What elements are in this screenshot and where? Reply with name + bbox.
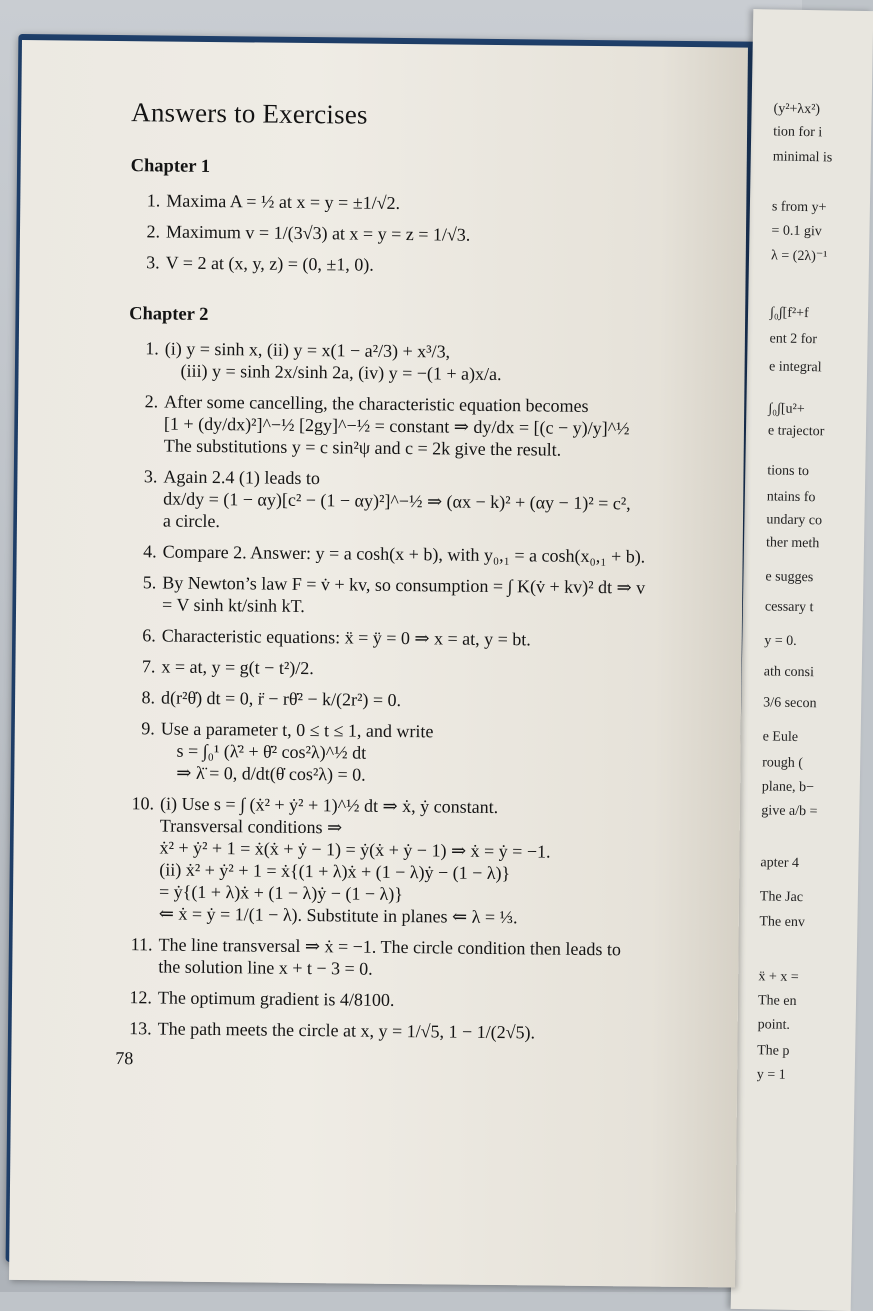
facing-page-fragment: e trajector	[767, 423, 825, 440]
facing-page-fragment: s from y+	[771, 199, 827, 216]
answer-line: V = 2 at (x, y, z) = (0, ±1, 0).	[165, 252, 374, 275]
facing-page-fragment: y = 1	[756, 1067, 786, 1083]
exercise-number: 2.	[146, 221, 161, 242]
exercise-number: 2.	[144, 391, 159, 412]
chapter-heading: Chapter 1	[130, 156, 211, 177]
facing-page-fragment: give a/b =	[761, 803, 818, 820]
answer-line: the solution line x + t − 3 = 0.	[158, 956, 373, 979]
answer-line: The substitutions y = c sin²ψ and c = 2k give the result.	[163, 435, 562, 460]
answer-line: ⇐ ẋ = ẏ = 1/(1 − λ). Substitute in planes ⇐ λ = ⅓.	[158, 903, 518, 928]
page-content	[115, 97, 741, 1075]
answer-line: (i) Use s = ∫ (ẋ² + ẏ² + 1)^½ dt ⇒ ẋ, ẏ constant.	[159, 793, 499, 818]
facing-page-fragment: The p	[757, 1043, 790, 1059]
page-number: 78	[115, 1048, 134, 1069]
page-title: Answers to Exercises	[131, 97, 368, 130]
facing-page-fragment: The env	[759, 914, 806, 931]
facing-page-fragment: plane, b−	[761, 779, 815, 796]
exercise-answer	[122, 986, 732, 1014]
facing-page-fragment: tions to	[767, 463, 810, 480]
answer-line: By Newton’s law F = v̇ + kv, so consumption = ∫ K(v̇ + kv)² dt ⇒ v	[162, 572, 646, 598]
answer-line: ⇒ λ̈ = 0, d/dt(θ̇ cos²λ) = 0.	[176, 762, 366, 785]
exercise-number: 8.	[141, 687, 156, 708]
exercise-number: 13.	[129, 1018, 152, 1039]
exercise-number: 12.	[129, 987, 153, 1008]
answer-line: The path meets the circle at x, y = 1/√5, 1 − 1/(2√5).	[157, 1018, 536, 1043]
facing-page-fragment: (y²+λx²)	[773, 101, 821, 118]
facing-page-fragment: The Jac	[759, 889, 804, 906]
exercise-answer	[126, 624, 736, 652]
facing-page-fragment: ther meth	[765, 535, 820, 552]
exercise-number: 5.	[142, 572, 157, 593]
answer-line: ẋ² + ẏ² + 1 = ẋ(ẋ + ẏ − 1) = ẏ(ẋ + ẏ − 1) ⇒ ẋ = ẏ = −1.	[159, 837, 551, 862]
answer-line: d(r²θ̇) dt = 0, r̈ − rθ̇² − k/(2r²) = 0.	[161, 687, 402, 711]
facing-page-fragment: e sugges	[765, 569, 814, 586]
exercise-answer	[125, 655, 735, 683]
facing-page-fragment: ∫₀∫[f²+f	[769, 305, 809, 322]
answer-line: = V sinh kt/sinh kT.	[161, 594, 305, 616]
facing-page-fragment: ∫₀∫[u²+	[768, 401, 805, 418]
exercise-answer	[124, 717, 735, 789]
exercise-number: 7.	[141, 656, 156, 677]
answer-line: After some cancelling, the characteristic equation becomes	[164, 391, 589, 416]
exercise-number: 10.	[131, 793, 155, 814]
facing-page-fragment: e integral	[768, 359, 822, 376]
exercise-answer	[125, 686, 735, 714]
facing-page-fragment: = 0.1 giv	[771, 223, 822, 240]
exercise-number: 3.	[143, 466, 158, 487]
facing-page-fragment: tion for i	[773, 124, 823, 141]
facing-page-fragment: undary co	[766, 512, 823, 529]
facing-page-fragment: ent 2 for	[769, 331, 818, 348]
answer-line: (i) y = sinh x, (ii) y = x(1 − a²/3) + x³/3,	[164, 338, 451, 362]
exercise-answer	[130, 189, 740, 217]
answer-line: (ii) ẋ² + ẏ² + 1 = ẋ{(1 + λ)ẋ + (1 − λ)ẏ − (1 − λ)}	[159, 859, 511, 884]
answer-line: dx/dy = (1 − αy)[c² − (1 − αy)²]^−½ ⇒ (αx − k)² + (αy − 1)² = c²,	[163, 488, 631, 514]
answer-line: (iii) y = sinh 2x/sinh 2a, (iv) y = −(1 + a)x/a.	[180, 360, 502, 385]
answer-line: The optimum gradient is 4/8100.	[157, 987, 395, 1010]
answer-line: Characteristic equations: ẍ = ÿ = 0 ⇒ x = at, y = bt.	[161, 625, 531, 650]
answer-line: s = ∫₀¹ (λ̇² + θ̇² cos²λ)^½ dt	[176, 740, 367, 763]
exercise-number: 11.	[130, 934, 153, 955]
exercise-answer	[122, 933, 732, 983]
exercise-answer	[128, 390, 739, 462]
facing-page-fragment: λ = (2λ)⁻¹	[770, 248, 828, 265]
facing-page-fragment: ath consi	[763, 664, 815, 681]
answer-line: = ẏ{(1 + λ)ẋ + (1 − λ)ẏ − (1 − λ)}	[158, 881, 404, 905]
answer-line: Maxima A = ½ at x = y = ±1/√2.	[166, 190, 401, 213]
facing-page-fragment: rough (	[762, 755, 804, 772]
exercise-answer	[122, 1017, 732, 1045]
chapter-heading: Chapter 2	[129, 304, 209, 325]
answer-line: Use a parameter t, 0 ≤ t ≤ 1, and write	[160, 718, 434, 742]
answer-line: The line transversal ⇒ ẋ = −1. The circle condition then leads to	[158, 934, 622, 960]
book-page	[9, 40, 748, 1288]
exercise-number: 6.	[142, 625, 156, 646]
facing-page-fragment: point.	[757, 1017, 791, 1033]
exercise-answer	[123, 792, 734, 930]
answer-line: Transversal conditions ⇒	[159, 815, 343, 838]
facing-page-fragment: The en	[757, 993, 797, 1009]
exercise-number: 1.	[145, 338, 159, 359]
answer-line: Again 2.4 (1) leads to	[163, 466, 321, 489]
exercise-answer	[127, 540, 737, 568]
answer-line: a circle.	[162, 510, 221, 532]
chapters	[122, 156, 741, 1045]
facing-page-fragment: e Eule	[762, 729, 799, 745]
facing-page-fragment: ẍ + x =	[758, 969, 799, 985]
facing-page	[731, 9, 873, 1311]
exercise-answer	[130, 220, 740, 248]
answer-line: [1 + (dy/dx)²]^−½ [2gy]^−½ = constant ⇒ dy/dx = [(c − y)/y]^½	[163, 413, 630, 439]
exercise-number: 4.	[143, 541, 157, 562]
facing-page-fragment: 3/6 secon	[763, 695, 817, 712]
exercise-answer	[128, 337, 738, 387]
exercise-number: 3.	[146, 252, 160, 273]
facing-page-fragment: minimal is	[772, 149, 833, 166]
exercise-number: 1.	[146, 190, 161, 211]
facing-page-fragment: y = 0.	[764, 633, 797, 649]
facing-page-fragment: cessary t	[764, 599, 814, 616]
facing-page-fragment: apter 4	[760, 855, 800, 871]
facing-page-fragment: ntains fo	[766, 489, 816, 506]
exercise-answer	[130, 251, 740, 279]
answer-line: Compare 2. Answer: y = a cosh(x + b), with y₀,₁ = a cosh(x₀,₁ + b).	[162, 541, 646, 567]
exercise-number: 9.	[141, 718, 155, 739]
answer-line: x = at, y = g(t − t²)/2.	[161, 656, 314, 679]
answer-line: Maximum v = 1/(3√3) at x = y = z = 1/√3.	[165, 221, 471, 245]
exercise-answer	[127, 465, 738, 537]
exercise-answer	[126, 571, 736, 621]
